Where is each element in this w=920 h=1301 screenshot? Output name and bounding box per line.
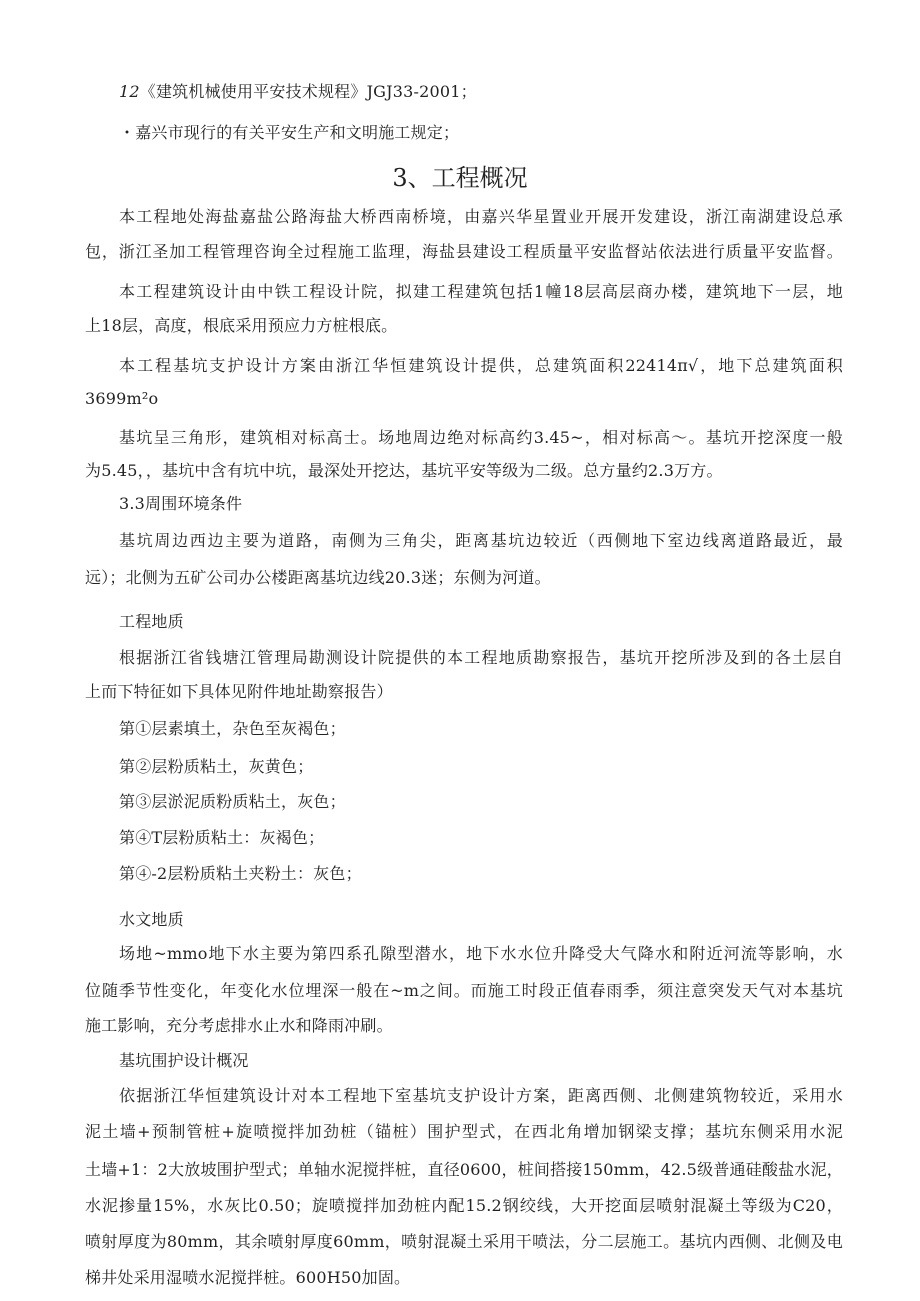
paragraph-line: 上18层，高度，根底采用预应力方桩根底。 <box>85 316 398 335</box>
paragraph-line: 本工程基坑支护设计方案由浙江华恒建筑设计提供，总建筑面积22414π√，地下总建筑面积 <box>119 356 843 375</box>
reference-item-13: ・嘉兴市现行的有关平安生产和文明施工规定； <box>119 123 460 142</box>
reference-number: 12 <box>119 82 140 101</box>
paragraph-line: 泥土墙+预制管桩+旋喷搅拌加劲桩（锚桩）围护型式，在西北角增加钢梁支撑；基坑东侧采用水泥 <box>85 1122 843 1141</box>
subheading-geology: 工程地质 <box>119 612 184 631</box>
paragraph-line: 依据浙江华恒建筑设计对本工程地下室基坑支护设计方案，距离西侧、北侧建筑物较近，采用水 <box>119 1086 843 1105</box>
paragraph-line: 水泥掺量15%，水灰比0.50；旋喷搅拌加劲桩内配15.2钢绞线，大开挖面层喷射混凝土等级为C20， <box>85 1196 843 1215</box>
paragraph-line: 本工程地处海盐嘉盐公路海盐大桥西南桥境，由嘉兴华星置业开展开发建设，浙江南湖建设总承 <box>119 207 843 226</box>
subheading-hydrology: 水文地质 <box>119 910 184 929</box>
soil-layer-item: 第③层淤泥质粉质粘土，灰色； <box>119 792 346 811</box>
soil-layer-item: 第②层粉质粘土，灰黄色； <box>119 757 314 776</box>
paragraph-line: 上而下特征如下具体见附件地址勘察报告） <box>85 682 393 701</box>
paragraph-line: 为5.45，，基坑中含有坑中坑，最深处开挖达，基坑平安等级为二级。总方量约2.3万方。 <box>85 461 723 480</box>
soil-layer-item: 第④-2层粉质粘土夹粉土：灰色； <box>119 864 362 883</box>
paragraph-line: 位随季节性变化，年变化水位埋深一般在~m之间。而施工时段正值春雨季，须注意突发天气对本基坑 <box>85 981 843 1000</box>
paragraph-line: 远）；北侧为五矿公司办公楼距离基坑边线20.3迷；东侧为河道。 <box>85 568 551 587</box>
reference-text: 《建筑机械使用平安技术规程》JGJ33-2001； <box>139 82 477 101</box>
paragraph-line: 基坑呈三角形，建筑相对标高士。场地周边绝对标高约3.45~，相对标高～。基坑开挖深度一般 <box>119 428 843 447</box>
paragraph-line: 本工程建筑设计由中铁工程设计院，拟建工程建筑包括1幢18层高层商办楼，建筑地下一层，地 <box>119 282 843 301</box>
paragraph-line: 根据浙江省钱塘江管理局勘测设计院提供的本工程地质勘察报告，基坑开挖所涉及到的各土层自 <box>119 648 843 667</box>
soil-layer-item: 第④T层粉质粘土：灰褐色； <box>119 828 325 847</box>
subheading-design: 基坑围护设计概况 <box>119 1051 249 1070</box>
paragraph-line: 包，浙江圣加工程管理咨询全过程施工监理，海盐县建设工程质量平安监督站依法进行质量平安监督。 <box>85 242 843 261</box>
paragraph-line: 喷射厚度为80mm，其余喷射厚度60mm，喷射混凝土采用干喷法，分二层施工。基坑内西侧、北侧及电 <box>85 1232 843 1251</box>
soil-layer-item: 第①层素填土，杂色至灰褐色； <box>119 719 346 738</box>
section-heading-3-3: 3.3周围环境条件 <box>119 494 243 513</box>
paragraph-line: 施工影响，充分考虑排水止水和降雨冲刷。 <box>85 1016 393 1035</box>
paragraph-line: 土墙+1：2大放坡围护型式；单轴水泥搅拌桩，直径0600，桩间搭接150mm，42.5级普通硅酸盐水泥， <box>85 1160 843 1179</box>
paragraph-line: 梯井处采用湿喷水泥搅拌桩。600H50加固。 <box>85 1268 411 1287</box>
reference-item-12 <box>119 82 477 102</box>
paragraph-line: 3699m²o <box>85 389 159 408</box>
paragraph-line: 基坑周边西边主要为道路，南侧为三角尖，距离基坑边较近（西侧地下室边线离道路最近，最 <box>119 531 843 550</box>
section-heading-3: 3、工程概况 <box>392 164 528 192</box>
paragraph-line: 场地~mmo地下水主要为第四系孔隙型潜水，地下水水位升降受大气降水和附近河流等影响，水 <box>119 944 843 963</box>
